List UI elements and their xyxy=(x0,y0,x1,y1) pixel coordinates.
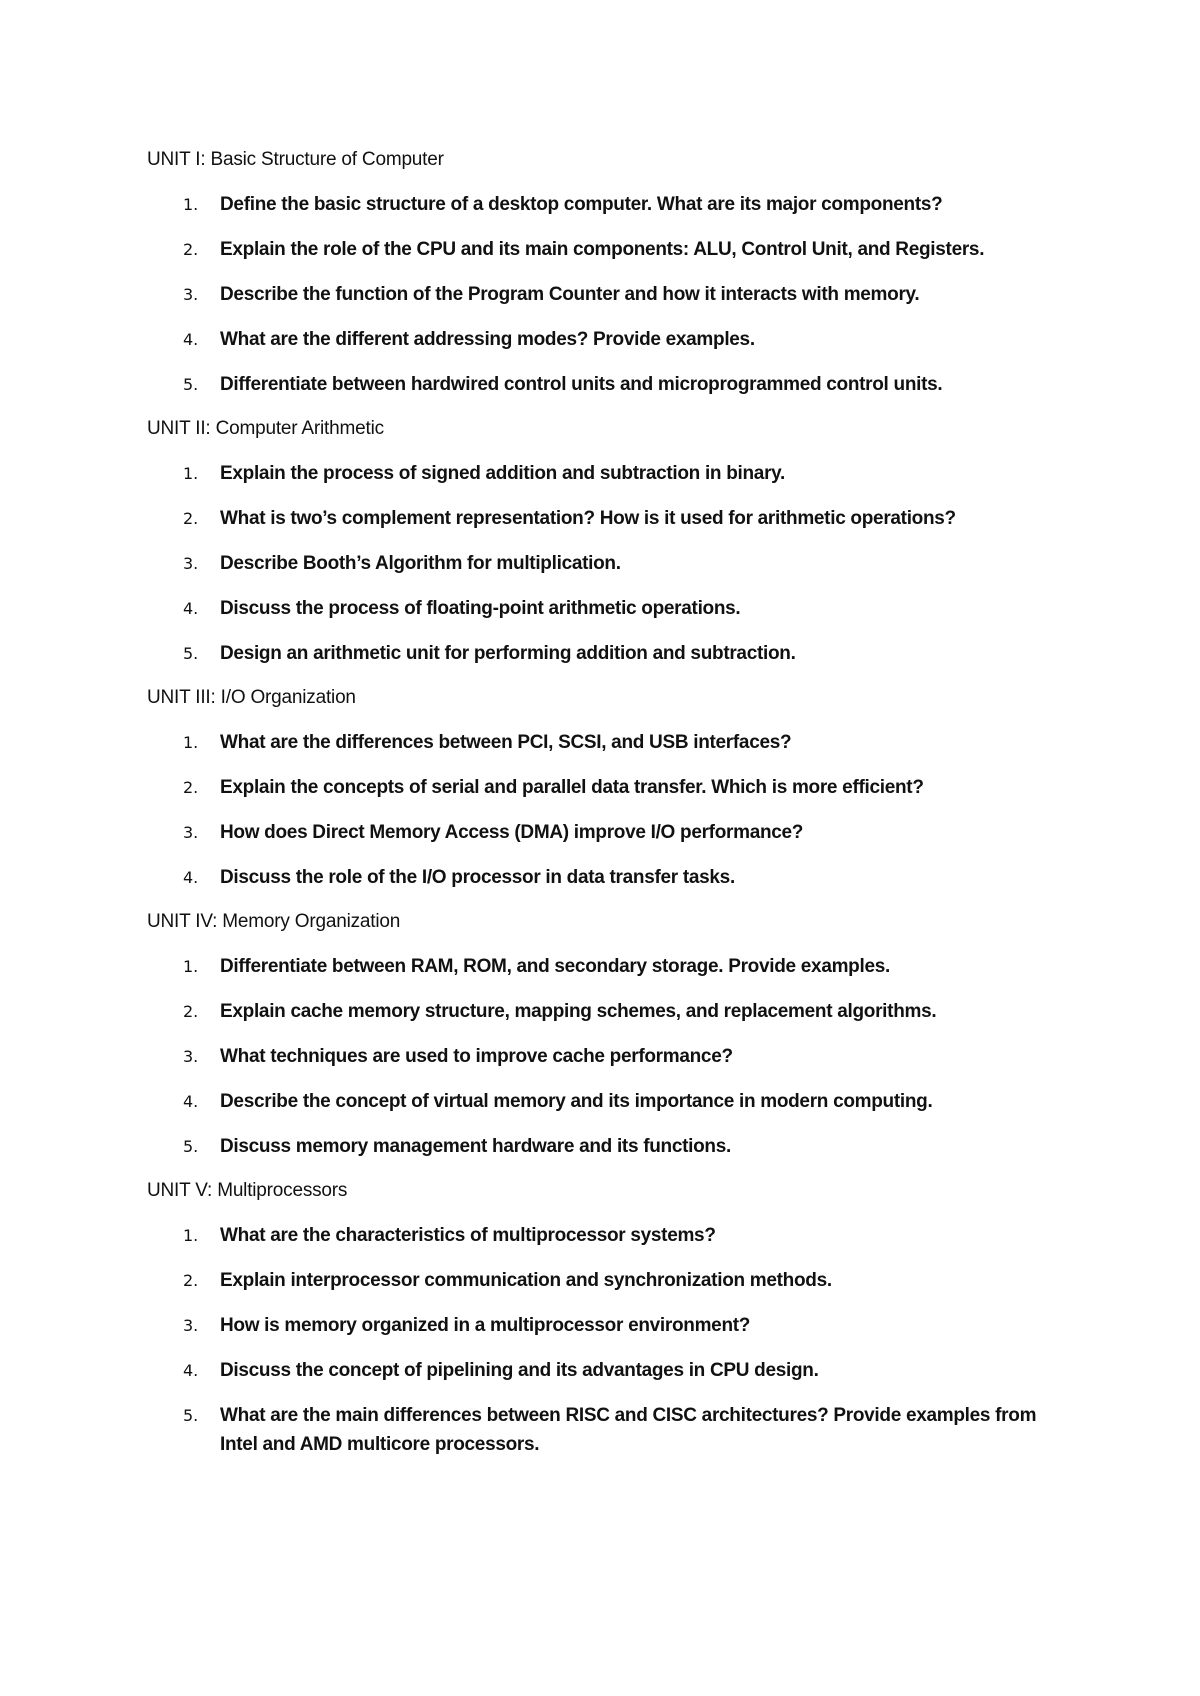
unit-heading: UNIT I: Basic Structure of Computer xyxy=(147,149,444,170)
question-item xyxy=(147,235,1047,264)
question-item xyxy=(147,190,1047,219)
question-item xyxy=(147,594,1047,623)
question-item xyxy=(147,1401,1047,1459)
question-number: 3. xyxy=(183,1047,199,1066)
question-text: Explain cache memory structure, mapping schemes, and replacement algorithms. xyxy=(220,1001,937,1022)
question-text: What techniques are used to improve cache performance? xyxy=(220,1046,733,1067)
question-number: 2. xyxy=(183,240,199,259)
question-text: Explain the role of the CPU and its main components: ALU, Control Unit, and Registers. xyxy=(220,239,985,260)
question-number: 2. xyxy=(183,509,199,528)
question-text: What are the characteristics of multiprocessor systems? xyxy=(220,1225,716,1246)
question-number: 4. xyxy=(183,1092,199,1111)
question-number: 1. xyxy=(183,957,199,976)
question-item xyxy=(147,728,1047,757)
question-number: 4. xyxy=(183,868,199,887)
question-item xyxy=(147,818,1047,847)
question-text: Discuss the concept of pipelining and its advantages in CPU design. xyxy=(220,1360,819,1381)
question-list xyxy=(147,952,1047,1161)
question-number: 5. xyxy=(183,644,199,663)
question-text: Differentiate between RAM, ROM, and secondary storage. Provide examples. xyxy=(220,956,890,977)
question-text: Describe the function of the Program Counter and how it interacts with memory. xyxy=(220,284,920,305)
question-number: 1. xyxy=(183,1226,199,1245)
question-item xyxy=(147,997,1047,1026)
question-text: What are the different addressing modes? Provide examples. xyxy=(220,329,755,350)
question-text: What are the main differences between RISC and CISC architectures? Provide examples from Intel and AMD multicore processors. xyxy=(220,1405,1037,1455)
question-item xyxy=(147,1221,1047,1250)
question-item xyxy=(147,952,1047,981)
question-item xyxy=(147,639,1047,668)
question-number: 2. xyxy=(183,778,199,797)
question-text: What is two’s complement representation? How is it used for arithmetic operations? xyxy=(220,508,956,529)
question-list xyxy=(147,728,1047,892)
question-item xyxy=(147,773,1047,802)
question-number: 3. xyxy=(183,285,199,304)
question-number: 4. xyxy=(183,599,199,618)
question-number: 3. xyxy=(183,823,199,842)
question-text: Discuss the process of floating-point arithmetic operations. xyxy=(220,598,741,619)
unit-heading: UNIT IV: Memory Organization xyxy=(147,911,401,932)
question-text: How does Direct Memory Access (DMA) improve I/O performance? xyxy=(220,822,804,843)
question-text: Explain the process of signed addition and subtraction in binary. xyxy=(220,463,786,484)
question-number: 3. xyxy=(183,1316,199,1335)
unit-heading: UNIT III: I/O Organization xyxy=(147,687,356,708)
question-item xyxy=(147,549,1047,578)
question-item xyxy=(147,1042,1047,1071)
question-item xyxy=(147,1311,1047,1340)
unit-section xyxy=(147,1177,1047,1459)
question-text: Discuss the role of the I/O processor in data transfer tasks. xyxy=(220,867,735,888)
question-item xyxy=(147,280,1047,309)
question-text: How is memory organized in a multiprocessor environment? xyxy=(220,1315,751,1336)
question-number: 5. xyxy=(183,1137,199,1156)
unit-heading: UNIT V: Multiprocessors xyxy=(147,1180,348,1201)
question-text: Design an arithmetic unit for performing addition and subtraction. xyxy=(220,643,796,664)
question-text: Describe Booth’s Algorithm for multiplication. xyxy=(220,553,621,574)
question-item xyxy=(147,325,1047,354)
question-number: 2. xyxy=(183,1002,199,1021)
question-number: 4. xyxy=(183,330,199,349)
question-number: 5. xyxy=(183,375,199,394)
question-number: 1. xyxy=(183,733,199,752)
unit-section xyxy=(147,684,1047,892)
question-text: Discuss memory management hardware and its functions. xyxy=(220,1136,731,1157)
question-item xyxy=(147,370,1047,399)
question-item xyxy=(147,459,1047,488)
question-number: 4. xyxy=(183,1361,199,1380)
question-number: 1. xyxy=(183,195,199,214)
question-number: 5. xyxy=(183,1406,199,1425)
unit-section xyxy=(147,146,1047,399)
question-number: 2. xyxy=(183,1271,199,1290)
question-list xyxy=(147,190,1047,399)
question-list xyxy=(147,459,1047,668)
question-item xyxy=(147,1087,1047,1116)
unit-heading: UNIT II: Computer Arithmetic xyxy=(147,418,384,439)
question-item xyxy=(147,1132,1047,1161)
question-text: Explain the concepts of serial and parallel data transfer. Which is more efficient? xyxy=(220,777,924,798)
unit-section xyxy=(147,908,1047,1161)
unit-section xyxy=(147,415,1047,668)
question-item xyxy=(147,863,1047,892)
question-list xyxy=(147,1221,1047,1459)
document-page xyxy=(147,146,1047,1475)
question-item xyxy=(147,1266,1047,1295)
question-number: 1. xyxy=(183,464,199,483)
question-number: 3. xyxy=(183,554,199,573)
question-text: What are the differences between PCI, SCSI, and USB interfaces? xyxy=(220,732,792,753)
question-text: Explain interprocessor communication and synchronization methods. xyxy=(220,1270,832,1291)
question-text: Differentiate between hardwired control units and microprogrammed control units. xyxy=(220,374,943,395)
question-item xyxy=(147,1356,1047,1385)
question-text: Describe the concept of virtual memory and its importance in modern computing. xyxy=(220,1091,933,1112)
question-text: Define the basic structure of a desktop computer. What are its major components? xyxy=(220,194,943,215)
question-item xyxy=(147,504,1047,533)
